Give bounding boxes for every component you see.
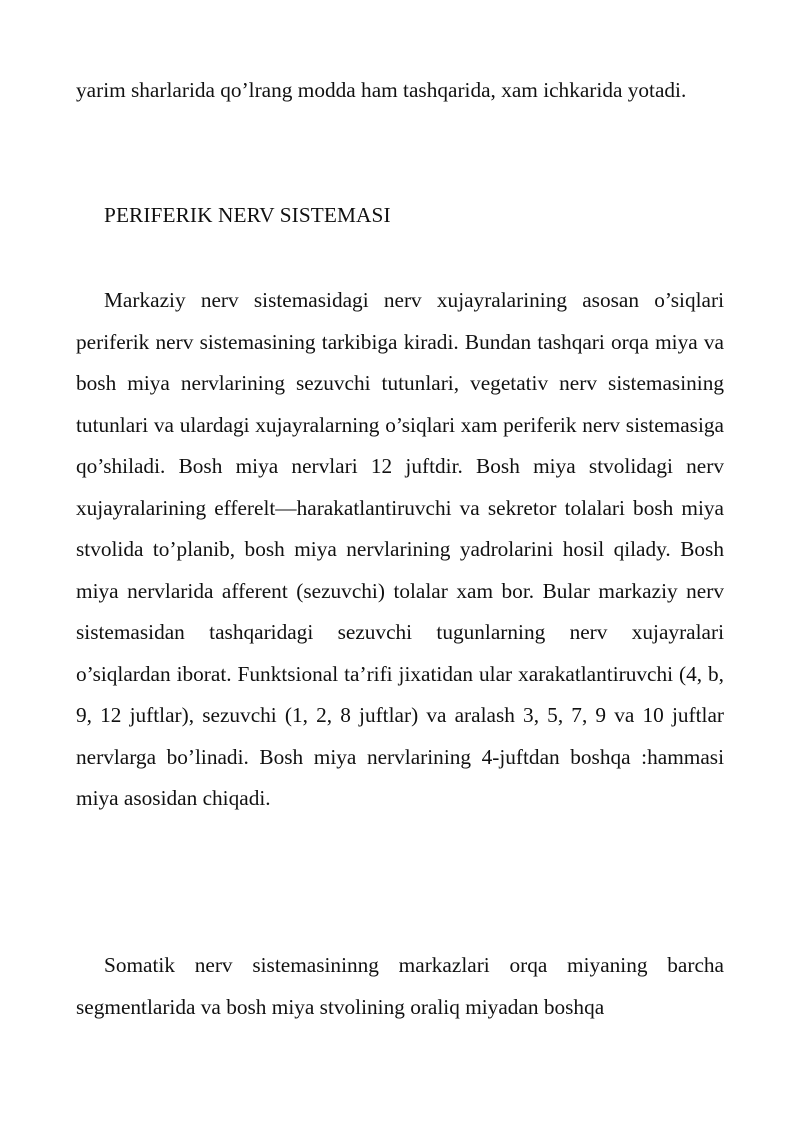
body-paragraph-somatic-nervous-system: Somatik nerv sistemasininng markazlari orqa miyaning barcha segmentlarida va bosh miya stvolining oraliq miyadan boshqa <box>76 953 724 1019</box>
continuation-paragraph: yarim sharlarida qo’lrang modda ham tashqarida, xam ichkarida yotadi. <box>76 78 687 102</box>
body-paragraph-peripheral-nervous-system: Markaziy nerv sistemasidagi nerv xujayralarining asosan o’siqlari periferik nerv sistemasining tarkibiga kiradi. Bundan tashqari orqa miya va bosh miya nervlarining sezuvchi tutunlari, vegetativ nerv sistemasining tutunlari va ulardagi xujayralarning o’siqlari xam periferik nerv sistemasiga qo’shiladi. Bosh miya nervlari 12 juftdir. Bosh miya stvolidagi nerv xujayralarining efferelt—harakatlantiruvchi va sekretor tolalari bosh miya stvolida to’planib, bosh miya nervlarining yadrolarini hosil qilady. Bosh miya nervlarida afferent (sezuvchi) tolalar xam bor. Bular markaziy nerv sistemasidan tashqaridagi sezuvchi tugunlarning nerv xujayralari o’siqlardan iborat. Funktsional ta’rifi jixatidan ular xarakatlantiruvchi (4, b, 9, 12 juftlar), sezuvchi (1, 2, 8 juftlar) va aralash 3, 5, 7, 9 va 10 juftlar nervlarga bo’linadi. Bosh miya nervlarining 4-juftdan boshqa :hammasi miya asosidan chiqadi. <box>76 288 724 810</box>
section-heading: PERIFERIK NERV SISTEMASI <box>104 203 391 227</box>
